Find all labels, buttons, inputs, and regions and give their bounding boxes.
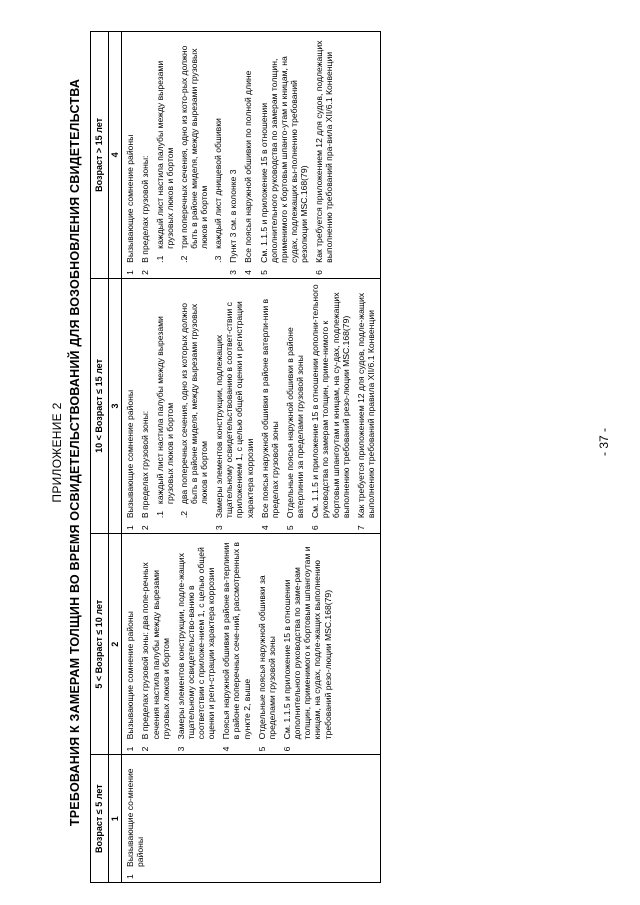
- table-row: [122, 32, 381, 883]
- list-item: [228, 35, 238, 275]
- item-number: 2: [140, 746, 151, 752]
- column-number: 3: [108, 278, 122, 533]
- sub-item-number: .3: [213, 255, 224, 263]
- cell-age-0-5: [122, 755, 381, 883]
- sub-item-text: три поперечных сечения, одно из кото-рых должно быть в районе миделя, между вырезами грузовых люков и бортом: [178, 45, 210, 249]
- item-text: Отдельные поясья наружной обшивки в районе ватерлинии за пределами грузовой зоны: [285, 327, 306, 519]
- header-age-over-15: Возраст > 15 лет: [91, 32, 109, 279]
- list-item: [125, 537, 135, 751]
- item-text: Все поясья наружной обшивки в районе ватерли-нии в пределах грузовой зоны: [259, 298, 280, 519]
- list-item: [140, 282, 209, 530]
- sub-item-number: .1: [154, 255, 165, 263]
- list-item: [314, 35, 334, 275]
- sub-item-text: каждый лист настила палубы между вырезами грузовых люков и бортом: [154, 60, 175, 249]
- item-text: Как требуется приложением 12 для судов, подлежащих выполнению требований пра-вила XII/6.1 Конвенции: [314, 40, 335, 263]
- column-number: 1: [108, 755, 122, 883]
- item-number: 2: [140, 270, 151, 275]
- item-text: Отдельные поясья наружной обшивки за пределами грузовой зоны: [256, 575, 277, 740]
- item-number: 1: [125, 270, 136, 275]
- requirements-table: [90, 31, 381, 883]
- item-number: 6: [282, 746, 293, 752]
- header-age-5-10: 5 < Возраст ≤ 10 лет: [91, 534, 109, 755]
- list-item: [310, 282, 351, 530]
- item-number: 5: [258, 270, 269, 275]
- item-number: 2: [140, 525, 151, 531]
- sub-item: [155, 35, 175, 263]
- column-number-row: [108, 32, 122, 883]
- list-item: [176, 537, 217, 751]
- list-item: [125, 758, 145, 879]
- item-number: 4: [243, 270, 254, 275]
- item-text: Замеры элементов конструкции, подлежащих тщательному освидетельствованию в соответ-ствии с приложением 1, с целью общей оценки и регистрации характера коррозии: [214, 301, 255, 519]
- sub-item-number: .2: [178, 255, 189, 263]
- list-item: [259, 35, 310, 275]
- item-number: 7: [355, 525, 366, 531]
- sub-item-number: .2: [178, 510, 189, 519]
- item-number: 3: [228, 270, 239, 275]
- item-number: 1: [125, 746, 136, 752]
- cell-age-over-15: [122, 32, 381, 279]
- sub-item-text: каждый лист днищевой обшивки: [213, 118, 224, 249]
- list-item: [125, 35, 135, 275]
- list-item: [140, 35, 223, 275]
- column-number: 2: [108, 534, 122, 755]
- item-text: Вызывающие со-мнение районы: [125, 768, 146, 867]
- item-text: Как требуется приложением 12 для судов, подле-жащих выполнению требований правила XII/6.1 Конвенции: [355, 292, 377, 519]
- list-item: [356, 282, 376, 530]
- item-text: См. 1.1.5 и приложение 15 в отношении дополнительного руководства по замерам толщин, применимого к бортовым шпанго-утам и кницам, на судах, подлежащих вы-полнению требований резолюции MSC.168(79): [258, 56, 310, 263]
- item-text: См. 1.1.5 и приложение 15 в отношении дополни-тельного руководства по замерам толщин, приме-нимого к бортовым шпангоутам и кницам, на су-дах, подлежащих выполнению требований резо-люции MSC.168(79): [310, 284, 351, 519]
- item-number: 6: [314, 270, 325, 275]
- page-number: - 37 -: [597, 427, 611, 457]
- sub-item-text: каждый лист настила палубы между вырезами грузовых люков и бортом: [154, 316, 175, 505]
- item-text: В пределах грузовой зоны: два попе-речных сечения настила палубы между вырезами грузовых люков и бортом: [140, 562, 171, 740]
- list-item: [260, 282, 280, 530]
- item-text: В пределах грузовой зоны:: [140, 155, 151, 263]
- item-text: Замеры элементов конструкции, подле-жащих тщательному освидетельство-ванию в соответствии с приложе-нием 1, с целью общей оценки и реги-страции характера коррозии: [175, 547, 217, 740]
- page-title: ТРЕБОВАНИЯ К ЗАМЕРАМ ТОЛЩИН ВО ВРЕМЯ ОСВИДЕТЕЛЬСТВОВАНИЙ ДЛЯ ВОЗОБНОВЛЕНИЯ СВИДЕТЕЛЬСТВА: [68, 78, 82, 827]
- cell-age-5-10: [122, 534, 381, 755]
- item-number: 4: [221, 746, 232, 752]
- sub-item: [179, 282, 209, 518]
- item-text: Поясья наружной обшивки в районе ва-терлинии в районе поперечных сече-ний, рассмотренных в пункте 2, выше: [221, 542, 252, 740]
- list-item: [221, 537, 251, 751]
- list-item: [257, 537, 277, 751]
- header-age-10-15: 10 < Возраст ≤ 15 лет: [91, 278, 109, 533]
- item-text: Пункт 3 см. в колонке 3: [228, 169, 239, 263]
- item-number: 4: [259, 525, 270, 531]
- sub-item: [155, 282, 175, 518]
- sub-item-text: два поперечных сечения, одно из которых должно быть в районе миделя, между вырезами грузовых люков и бортом: [178, 302, 210, 505]
- item-text: Вызывающие сомнение районы: [125, 611, 136, 740]
- header-row: [91, 32, 109, 883]
- list-item: [285, 282, 305, 530]
- item-number: 6: [310, 525, 321, 531]
- item-number: 5: [285, 525, 296, 531]
- item-number: 5: [256, 746, 267, 752]
- list-item: [125, 282, 135, 530]
- appendix-label: ПРИЛОЖЕНИЕ 2: [50, 402, 64, 503]
- list-item: [214, 282, 255, 530]
- sub-item: [179, 35, 209, 263]
- item-number: 1: [125, 525, 136, 531]
- list-item: [140, 537, 170, 751]
- item-text: См. 1.1.5 и приложение 15 в отношении дополнительного руководства по заме-рам толщин, применимого к бортовым шпангоутам и кницам, на судах, подле-жащих выполнению требований резо-люции MSC.168(79): [282, 546, 333, 740]
- column-number: 4: [108, 32, 122, 279]
- sub-item-number: .1: [154, 510, 165, 519]
- item-number: 3: [175, 746, 186, 752]
- item-text: В пределах грузовой зоны:: [140, 410, 151, 519]
- item-number: 3: [214, 525, 225, 531]
- cell-age-10-15: [122, 278, 381, 533]
- item-text: Вызывающие сомнение районы: [125, 389, 136, 519]
- item-number: 1: [125, 874, 136, 879]
- sub-item: [213, 35, 223, 263]
- item-text: Вызывающие сомнение районы: [125, 134, 136, 263]
- header-age-0-5: Возраст ≤ 5 лет: [91, 755, 109, 883]
- item-text: Все поясья наружной обшивки по полной длине: [243, 70, 254, 263]
- list-item: [282, 537, 333, 751]
- list-item: [243, 35, 253, 275]
